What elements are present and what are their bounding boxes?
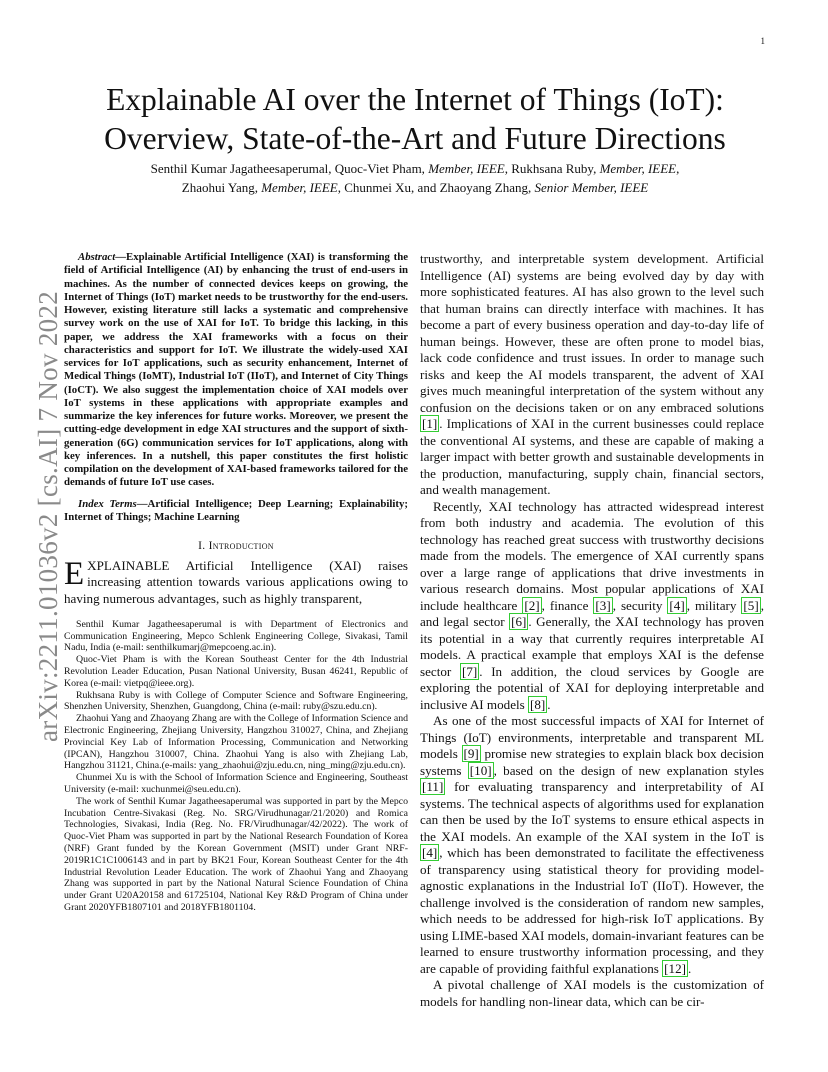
body-paragraph [420,977,764,1010]
body-text: As one of the most successful impacts of XAI for Internet of Things (IoT) environments, interpretable and transparent ML models [420,713,764,761]
author-membership: Member, IEEE [428,161,505,176]
citation-link[interactable]: [10] [469,762,492,778]
body-text: A pivotal challenge of XAI models is the customization of models for handling non-linear data, which can be cir- [420,977,764,1009]
footnote-affiliation: Rukhsana Ruby is with College of Computer Science and Software Engineering, Shenzhen University, Shenzhen, Guangdong, China (e-mail: ruby@szu.edu.cn). [64,689,408,713]
citation-link[interactable]: [7] [461,663,478,679]
body-text: , based on the design of new explanation styles [493,762,764,778]
page-number: 1 [760,36,765,46]
author-membership: Senior Member, IEEE [534,180,649,195]
title-line-1: Explainable AI over the Internet of Things (IoT): [106,82,724,117]
intro-text: XPLAINABLE Artificial Intelligence (XAI) raises increasing attention towards various applications owing to having numerous advantages, such as highly transparent, [64,558,408,606]
intro-paragraph [64,558,408,607]
body-paragraph [420,499,764,714]
author-membership: Member, IEEE [599,161,677,176]
body-text: . Generally, the XAI technology has proven its potential in a way that currently requires interpretable AI models. A practical example that employs XAI is the defense sector [420,614,764,679]
section-heading-introduction [64,540,408,552]
title-line-2: Overview, State-of-the-Art and Future Directions [104,121,726,156]
body-text: . [687,960,692,976]
body-text: trustworthy, and interpretable system development. Artificial Intelligence (AI) systems are being evolved day by day with more sophisticated features. AI has also grown to the level such that human brains can directly interface with machines. It has become a part of every business operation and day-to-day life of human beings. However, these are often prone to model bias, lack code confidence and trust issues. In order to manage such risks and keep the AI models transparent, the advent of XAI gives much meaningful interpretation of the system without any confusion on the decisions taken or on any embraced solutions [420,251,764,415]
citation-link[interactable]: [4] [422,845,438,860]
footnote-affiliation: Quoc-Viet Pham is with the Korean Southeast Center for the 4th Industrial Revolution Leader Education, Pusan National University, Busan 46241, Republic of Korea (e-mail: vietpq@ieee.org). [64,654,408,689]
citation-link[interactable]: [5] [743,597,759,613]
citation-link[interactable]: [1] [422,416,438,431]
body-text: , and legal sector [420,597,764,629]
body-text: for evaluating transparency and interpretability of AI systems. The technical aspects of algorithms used for explanation can then be used by the IoT systems to ensure ethical aspects in the XAI models. An example of the XAI system in the IoT is [420,779,764,844]
drop-cap: E [64,556,85,592]
citation-link[interactable]: [9] [463,746,479,761]
author-names: , Rukhsana Ruby, [504,161,597,176]
body-text: , which has been demonstrated to facilitate the effectiveness of transparency using statistical theory for providing model-agnostic explanations in the Industrial IoT (IIoT). However, the challenge involved is the consideration of random new samples, which needs to be addressed for high-risk IoT applications. By using LIME-based XAI models, domain-invariant features can be learned to ensure trustworthy information processing, and they are capable of providing faithful explanations [420,845,764,976]
index-terms-text: —Artificial Intelligence; Deep Learning; Explainability; Internet of Things; Machine Learning [64,497,408,523]
body-text: . Implications of XAI in the current businesses could replace the conventional AI systems, and these are capable of making a larger impact with better growth and sustainable developments in the production, manufacturing, supply chain, financial sectors, and wealth management. [420,416,764,497]
body-text: , finance [541,597,594,613]
citation-link[interactable]: [6] [511,614,527,629]
author-separator: , [676,161,680,176]
footnote-funding: The work of Senthil Kumar Jagatheesaperumal was supported in part by the Mepco Incubation Centre-Sivakasi (Reg. No. SRG/Virudhunagar/21/2020) and Romica Technologies, Sivakasi, India (Reg. No. FR/Virudhunagar/42/2022). The work of Quoc-Viet Pham was supported in part by the National Research Foundation of Korea (NRF) Grant funded by the Korean Government (MSIT) under Grant NRF-2019R1C1C1006143 and in part by BK21 Four, Korean Southeast Center for the 4th Industrial Revolution Leader Education. The work of Zhaohui Yang and Zhaoyang Zhang was supported in part by the National Natural Science Foundation of China under Grant U20A20158 and 61725104, National Key R&D Program of China under Grant 2020YFB1807101 and 2018YFB1801104. [64,795,408,914]
section-title: Introduction [208,540,274,552]
footnotes [64,619,408,914]
footnote-affiliation: Zhaohui Yang and Zhaoyang Zhang are with the College of Information Science and Electronic Engineering, Zhejiang University, Hangzhou 310027, China, and Zhejiang Provincial Key Lab of Information Processing, Communication and Networking (IPCAN), Hangzhou 310007, China. Zhaohui Yang is also with Zhejiang Lab, Hangzhou 31121, China.(e-mails: yang_zhaohui@zju.edu.cn, ning_ming@zju.edu.cn). [64,713,408,772]
right-column [420,251,764,1010]
citation-link[interactable]: [2] [524,597,540,613]
body-text: . In addition, the cloud services by Google are exploring the potential of XAI for deploying interpretable and inclusive AI models [420,663,764,712]
abstract [64,251,408,490]
body-paragraph [420,713,764,977]
abstract-text: —Explainable Artificial Intelligence (XAI) is transforming the field of Artificial Intelligence (AI) by enhancing the trust of end-users in machines. As the number of connected devices keeps on growing, the Internet of Things (IoT) market needs to be trustworthy for the end-users. However, existing literature still lacks a systematic and comprehensive survey work on the use of XAI for IoT. To bridge this lacking, in this paper, we address the XAI frameworks with a focus on their characteristics and support for IoT. We illustrate the widely-used XAI services for IoT applications, such as security enhancement, Internet of Medical Things (IoMT), Industrial IoT (IIoT), and Internet of City Things (IoCT). We also suggest the implementation choice of XAI models over IoT systems in these applications with appropriate examples and summarize the key inferences for future works. Moreover, we present the cutting-edge development in edge XAI structures and the support of sixth-generation (6G) communication services for IoT applications, along with key inferences. In a nutshell, this paper constitutes the first holistic compilation on the development of XAI-based frameworks tailored for the demands of future IoT use cases. [64,251,408,489]
author-names: , Chunmei Xu, and Zhaoyang Zhang, [337,180,532,195]
body-text: , military [686,597,742,613]
body-text: . [547,696,551,712]
index-terms [64,498,408,525]
citation-link[interactable]: [4] [669,597,685,613]
body-text: , security [612,597,668,613]
footnote-affiliation: Chunmei Xu is with the School of Information Science and Engineering, Southeast University (e-mail: xuchunmei@seu.edu.cn). [64,772,408,796]
arxiv-identifier-stamp: arXiv:2211.01036v2 [cs.AI] 7 Nov 2022 [33,290,63,742]
author-names: Senthil Kumar Jagatheesaperumal, Quoc-Viet Pham, [150,161,425,176]
citation-link[interactable]: [11] [422,779,444,794]
body-paragraph [420,251,764,499]
author-list [60,159,770,197]
footnote-affiliation: Senthil Kumar Jagatheesaperumal is with Department of Electronics and Communication Engineering, Mepco Schlenk Engineering College, Sivakasi, Tamil Nadu, India (e-mail: senthilkumarj@mepcoeng.ac.in). [64,618,408,654]
left-column [64,251,408,914]
body-text: Recently, XAI technology has attracted widespread interest from both industry and academia. The evolution of this technology has reached great success with trustworthy decisions made from the models. The emergence of XAI currently spans over a large range of applications that drive investments in various research domains. Most popular applications of XAI include healthcare [420,498,764,613]
section-number: I. [198,540,209,552]
citation-link[interactable]: [12] [664,960,686,976]
citation-link[interactable]: [8] [530,696,546,712]
body-text: promise new strategies to explain black box decision systems [420,746,764,778]
abstract-label: Abstract [78,251,116,263]
citation-link[interactable]: [3] [595,597,611,613]
author-membership: Member, IEEE [261,180,338,195]
author-names: Zhaohui Yang, [181,180,258,195]
paper-title [60,80,770,158]
index-terms-label: Index Terms [78,497,137,510]
